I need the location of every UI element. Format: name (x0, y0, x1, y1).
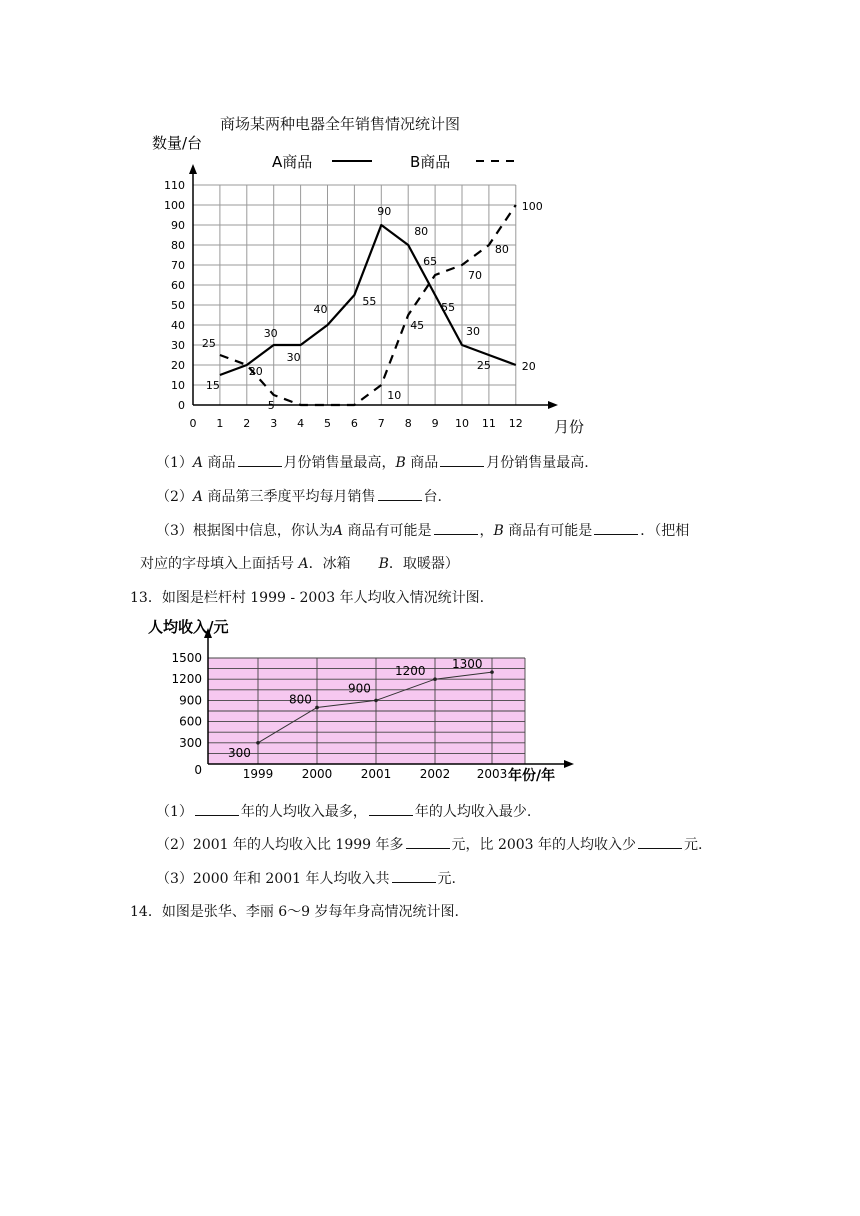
q12-part3: （3）根据图中信息，你认为A 商品有可能是 ，B 商品有可能是 ．（把相 (156, 520, 689, 540)
series-a-data-label: 80 (414, 225, 429, 238)
chart1-x-tick: 10 (455, 417, 469, 430)
answer-blank[interactable] (638, 834, 682, 849)
q12-part3-continued: 对应的字母填入上面括号 A．冰箱 B．取暖器） (140, 556, 459, 572)
answer-blank[interactable] (434, 520, 478, 535)
chart1-y-axis-label: 数量/台 (152, 134, 203, 152)
chart1-y-tick: 70 (171, 259, 185, 272)
chart1-x-tick: 1 (216, 417, 224, 430)
chart1-y-tick: 0 (178, 399, 185, 412)
series-b-data-label: 70 (468, 269, 482, 282)
chart1-y-tick: 30 (171, 339, 185, 352)
chart1-x-tick: 0 (189, 417, 197, 430)
income-data-label: 1300 (452, 657, 483, 672)
series-b-data-label: 80 (494, 243, 509, 256)
income-point (315, 706, 319, 710)
series-a-data-label: 30 (286, 351, 301, 364)
chart2-y-tick: 1200 (171, 672, 202, 687)
answer-blank[interactable] (378, 486, 422, 501)
series-a-data-label: 90 (377, 205, 392, 218)
series-a-data-label: 20 (248, 365, 263, 378)
income-point (433, 677, 437, 681)
series-b-data-label: 100 (521, 200, 543, 213)
income-point (256, 741, 260, 745)
series-b-data-label: 10 (387, 389, 402, 402)
chart2-y-axis-label: 人均收入/元 (148, 618, 229, 636)
chart1-x-tick: 4 (297, 417, 305, 430)
income-point (374, 699, 378, 703)
chart1-y-tick: 60 (171, 279, 185, 292)
chart1-x-axis-arrow (548, 401, 558, 409)
chart1-y-tick: 90 (171, 219, 185, 232)
chart2-y-tick: 900 (179, 693, 202, 708)
series-a-data-label: 15 (205, 379, 220, 392)
chart1-y-tick: 80 (171, 239, 185, 252)
chart2-x-axis-label: 年份/年 (508, 768, 556, 782)
chart1-y-tick: 100 (164, 199, 185, 212)
chart1-y-axis-arrow (189, 164, 197, 174)
chart1-x-tick: 12 (508, 417, 523, 430)
chart1-x-tick: 2 (243, 417, 251, 430)
q13-part3: （3）2000 年和 2001 年人均收入共 元. (156, 868, 456, 888)
series-a-data-label: 55 (362, 295, 377, 308)
chart2-x-tick: 2001 (360, 767, 392, 781)
answer-blank[interactable] (238, 452, 282, 467)
sales-line-chart (140, 128, 740, 458)
chart2-y-tick: 600 (179, 714, 202, 729)
chart1-x-tick: 11 (481, 417, 496, 430)
chart2-y-tick: 300 (179, 735, 202, 750)
q13-part1: （1） 年的人均收入最多， 年的人均收入最少. (156, 801, 531, 821)
q12-part1: （1）A 商品 月份销售量最高，B 商品 月份销售量最高. (156, 452, 589, 472)
q13-stem: 13．如图是栏杆村 1999 - 2003 年人均收入情况统计图. (130, 590, 485, 606)
chart2-x-tick: 2003 (476, 767, 508, 781)
chart2-y-tick: 1500 (171, 651, 202, 665)
chart1-title: 商场某两种电器全年销售情况统计图 (220, 115, 461, 133)
series-a-data-label: 30 (263, 327, 278, 340)
income-data-label: 800 (289, 692, 312, 707)
income-data-label: 900 (348, 681, 371, 696)
series-b-data-label: 5 (267, 399, 275, 412)
q14-stem: 14．如图是张华、李丽 6～9 岁每年身高情况统计图. (130, 904, 459, 920)
series-a-data-label: 55 (441, 301, 456, 314)
series-a-data-label: 25 (476, 359, 491, 372)
chart1-y-tick: 10 (171, 379, 185, 392)
q13-part2: （2）2001 年的人均收入比 1999 年多 元，比 2003 年的人均收入少 元. (156, 834, 703, 854)
chart1-x-tick: 5 (324, 417, 331, 430)
series-a-data-label: 30 (466, 325, 480, 338)
chart1-x-tick: 8 (404, 417, 412, 430)
q12-part2: （2）A 商品第三季度平均每月销售 台. (156, 486, 442, 506)
income-data-label: 300 (228, 745, 251, 760)
chart1-y-tick: 20 (171, 359, 185, 372)
answer-blank[interactable] (440, 452, 484, 467)
chart2-y-tick: 0 (194, 763, 202, 777)
series-a-data-label: 20 (521, 360, 536, 373)
series-b-data-label: 65 (423, 255, 438, 268)
chart1-x-tick: 9 (431, 417, 439, 430)
series-a-data-label: 40 (313, 303, 328, 316)
income-line-chart (140, 612, 600, 782)
income-data-label: 1200 (395, 664, 426, 679)
answer-blank[interactable] (392, 868, 436, 883)
chart2-x-tick: 1999 (242, 767, 274, 781)
chart1-y-tick: 40 (171, 319, 185, 332)
series-b-data-label: 25 (201, 337, 216, 350)
chart2-x-tick: 2002 (419, 767, 451, 781)
legend-a-label: A商品 (272, 153, 313, 171)
answer-blank[interactable] (406, 834, 450, 849)
chart1-x-tick: 3 (270, 417, 278, 430)
chart2-x-axis-arrow (564, 760, 574, 768)
chart1-legend (272, 153, 516, 171)
answer-blank[interactable] (369, 801, 413, 816)
legend-b-label: B商品 (410, 153, 451, 171)
answer-blank[interactable] (195, 801, 239, 816)
chart1-x-tick: 6 (350, 417, 358, 430)
chart2-x-tick: 2000 (301, 767, 333, 781)
chart1-y-tick: 110 (164, 179, 185, 192)
answer-blank[interactable] (594, 520, 638, 535)
series-b-data-label: 45 (410, 319, 425, 332)
chart1-y-tick: 50 (171, 299, 185, 312)
chart1-x-axis-label: 月份 (554, 418, 585, 436)
chart1-x-tick: 7 (377, 417, 385, 430)
income-point (490, 670, 494, 674)
